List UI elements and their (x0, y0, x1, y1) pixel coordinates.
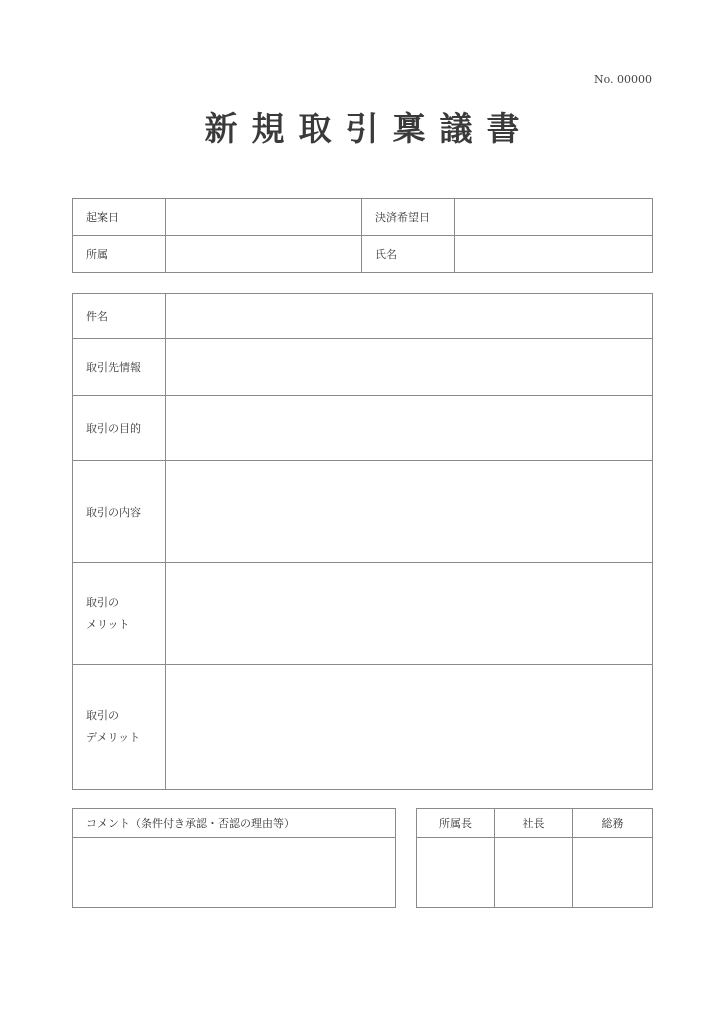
partner-info-field[interactable] (166, 339, 653, 396)
document-title: 新規取引稟議書 (204, 109, 534, 148)
content-field[interactable] (166, 461, 653, 563)
merit-label-line1: 取引の (86, 595, 119, 609)
content-label: 取引の内容 (73, 461, 166, 563)
general-affairs-stamp-box[interactable] (573, 838, 653, 908)
approval-date-label: 決済希望日 (362, 199, 455, 236)
subject-field[interactable] (166, 294, 653, 339)
purpose-label: 取引の目的 (73, 396, 166, 461)
name-label: 氏名 (362, 236, 455, 273)
merit-field[interactable] (166, 563, 653, 665)
comment-field[interactable] (73, 838, 396, 908)
demerit-label-line2: デメリット (86, 731, 141, 744)
merit-label-line2: メリット (86, 617, 130, 631)
partner-info-label: 取引先情報 (73, 339, 166, 396)
president-header: 社長 (495, 809, 573, 838)
proposal-details-table (72, 293, 653, 790)
comment-label: コメント（条件付き承認・否認の理由等） (73, 809, 396, 838)
draft-date-label: 起案日 (73, 199, 166, 236)
document-number: No. 00000 (593, 73, 652, 86)
department-field[interactable] (166, 236, 362, 273)
comment-table (72, 808, 396, 908)
purpose-field[interactable] (166, 396, 653, 461)
draft-date-field[interactable] (166, 199, 362, 236)
merit-label (73, 563, 166, 665)
department-label: 所属 (73, 236, 166, 273)
header-info-table (72, 198, 653, 273)
name-field[interactable] (455, 236, 653, 273)
demerit-label-line1: 取引の (86, 709, 119, 722)
dept-head-header: 所属長 (417, 809, 495, 838)
demerit-label (73, 665, 166, 790)
approval-date-field[interactable] (455, 199, 653, 236)
president-stamp-box[interactable] (495, 838, 573, 908)
approval-stamp-table (416, 808, 653, 908)
demerit-field[interactable] (166, 665, 653, 790)
general-affairs-header: 総務 (573, 809, 653, 838)
dept-head-stamp-box[interactable] (417, 838, 495, 908)
subject-label: 件名 (73, 294, 166, 339)
